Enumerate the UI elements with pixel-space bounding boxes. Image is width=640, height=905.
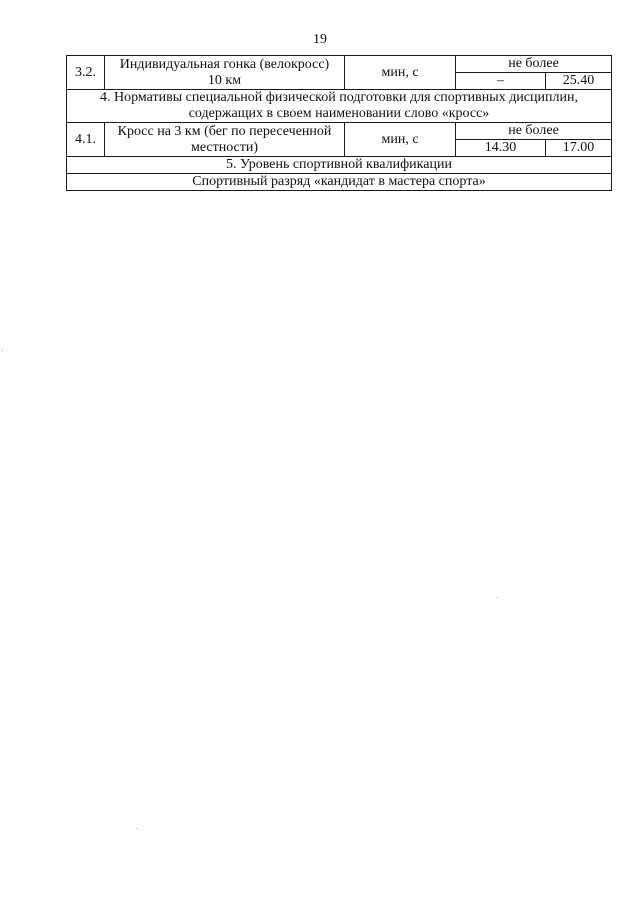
scan-artifact — [497, 597, 498, 598]
discipline-line: местности) — [190, 139, 259, 155]
unit-cell: мин, с — [345, 56, 456, 90]
discipline-cell — [105, 123, 345, 157]
page-number: 19 — [313, 32, 327, 47]
scan-artifact — [137, 828, 138, 829]
table-row — [67, 56, 612, 73]
section-row — [67, 174, 612, 191]
section-row — [67, 157, 612, 174]
norms-table — [66, 55, 612, 191]
section-line: содержащих в своем наименовании слово «кросс» — [188, 106, 490, 121]
unit-cell: мин, с — [345, 123, 456, 157]
limit-label: не более — [456, 56, 612, 73]
value-cell: 17.00 — [546, 140, 612, 157]
section-heading: Спортивный разряд «кандидат в мастера спорта» — [67, 174, 612, 191]
discipline-cell — [105, 56, 345, 90]
section-heading — [67, 90, 612, 123]
limit-label: не более — [456, 123, 612, 140]
value-cell: 25.40 — [546, 73, 612, 90]
section-row — [67, 90, 612, 123]
value-cell: – — [456, 73, 546, 90]
section-heading: 5. Уровень спортивной квалификации — [67, 157, 612, 174]
row-number: 4.1. — [67, 123, 105, 157]
table-row — [67, 123, 612, 140]
value-cell: 14.30 — [456, 140, 546, 157]
section-line: 4. Нормативы специальной физической подготовки для спортивных дисциплин, — [100, 90, 578, 105]
row-number: 3.2. — [67, 56, 105, 90]
discipline-line: 10 км — [207, 72, 242, 88]
discipline-line: Индивидуальная гонка (велокросс) — [119, 56, 330, 72]
discipline-line: Кросс на 3 км (бег по пересеченной — [117, 123, 332, 139]
scan-artifact — [2, 350, 3, 351]
